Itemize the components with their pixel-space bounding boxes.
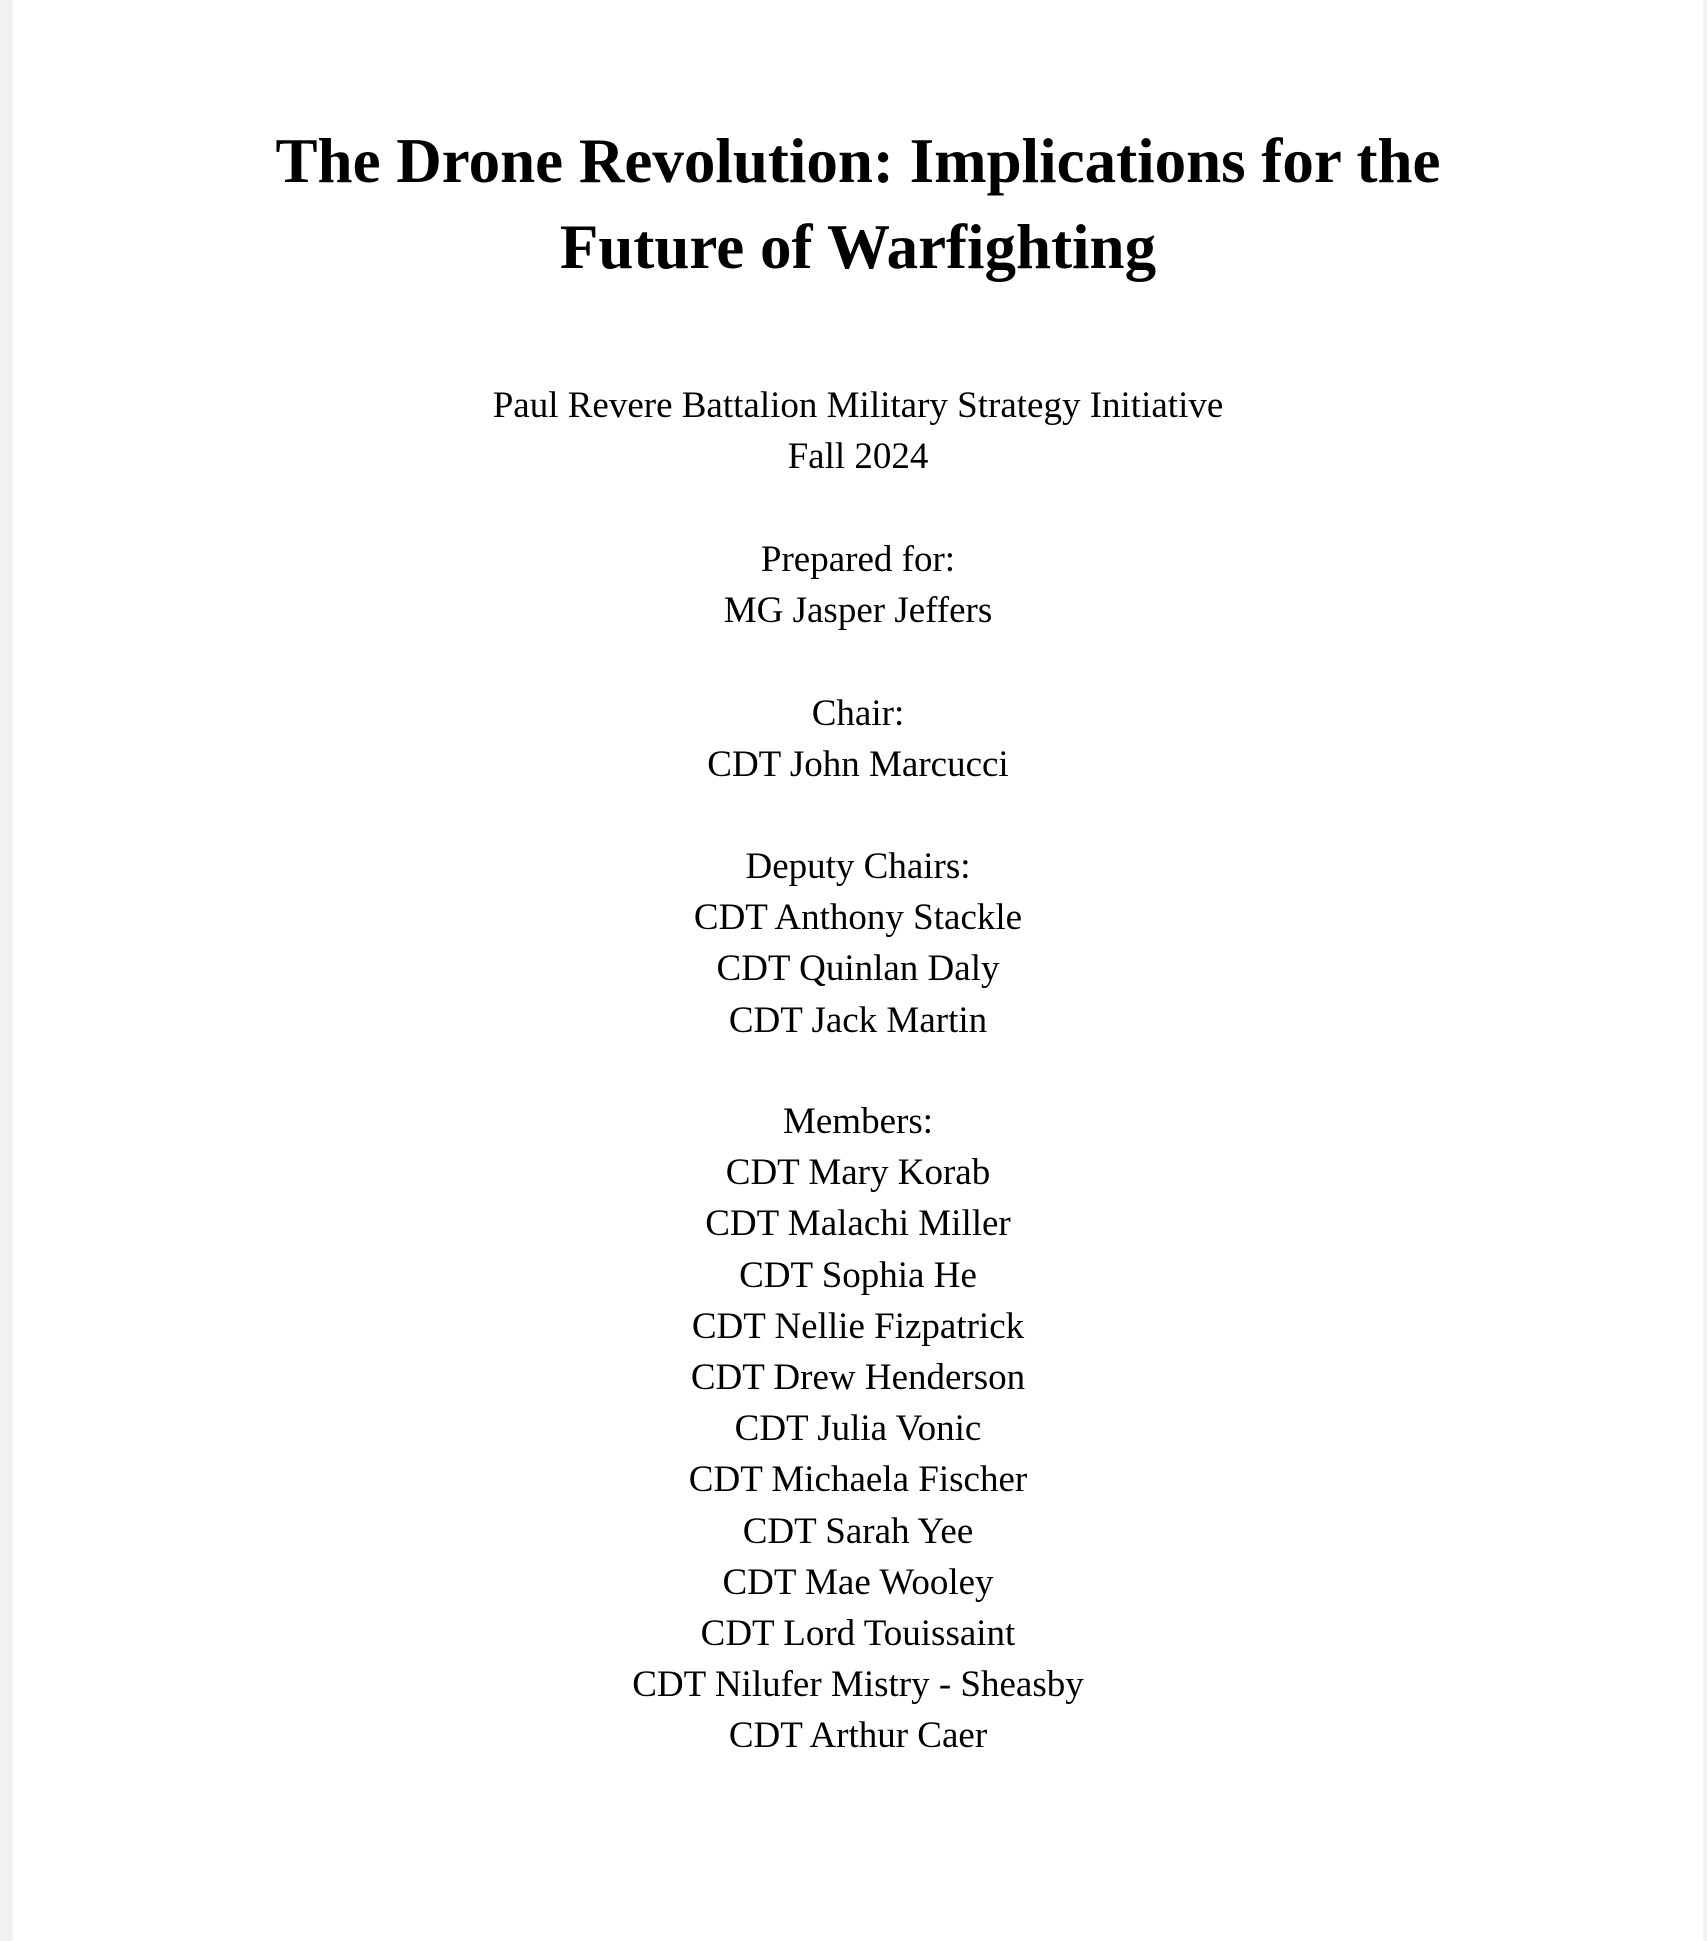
members-block (13, 1096, 1703, 1762)
member-name: CDT Drew Henderson (690, 1357, 1026, 1399)
chair-block (13, 688, 1703, 790)
member-name: CDT Malachi Miller (705, 1203, 1011, 1245)
member-name: CDT Sophia He (739, 1254, 977, 1296)
title-line-2: Future of Warfighting (559, 212, 1157, 282)
member-name: CDT Sarah Yee (742, 1510, 974, 1552)
deputy-chair-name: CDT Jack Martin (728, 999, 988, 1041)
term: Fall 2024 (787, 436, 929, 478)
member-name: CDT Michaela Fischer (688, 1459, 1028, 1501)
member-name: CDT Arthur Caer (728, 1715, 988, 1757)
deputy-chairs-block (13, 841, 1703, 1046)
prepared-for-block (13, 534, 1703, 636)
deputy-chair-name: CDT Anthony Stackle (693, 897, 1023, 939)
deputy-chairs-heading: Deputy Chairs: (745, 846, 971, 887)
members-heading: Members: (782, 1101, 934, 1142)
document-page (13, 0, 1703, 1941)
member-name: CDT Lord Touissaint (700, 1613, 1016, 1655)
member-name: CDT Mae Wooley (722, 1561, 994, 1603)
member-name: CDT Mary Korab (725, 1152, 991, 1194)
organization-block (13, 380, 1703, 482)
member-name: CDT Nellie Fizpatrick (691, 1305, 1025, 1347)
prepared-for-name: MG Jasper Jeffers (723, 590, 993, 632)
title-line-1: The Drone Revolution: Implications for the (275, 126, 1441, 196)
prepared-for-heading: Prepared for: (760, 539, 956, 580)
member-name: CDT Nilufer Mistry - Sheasby (632, 1664, 1084, 1706)
document-title (13, 118, 1703, 290)
chair-name: CDT John Marcucci (707, 744, 1009, 786)
organization-name: Paul Revere Battalion Military Strategy Initiative (492, 385, 1224, 426)
member-name: CDT Julia Vonic (734, 1408, 982, 1450)
chair-heading: Chair: (811, 693, 905, 734)
deputy-chair-name: CDT Quinlan Daly (716, 948, 1000, 990)
